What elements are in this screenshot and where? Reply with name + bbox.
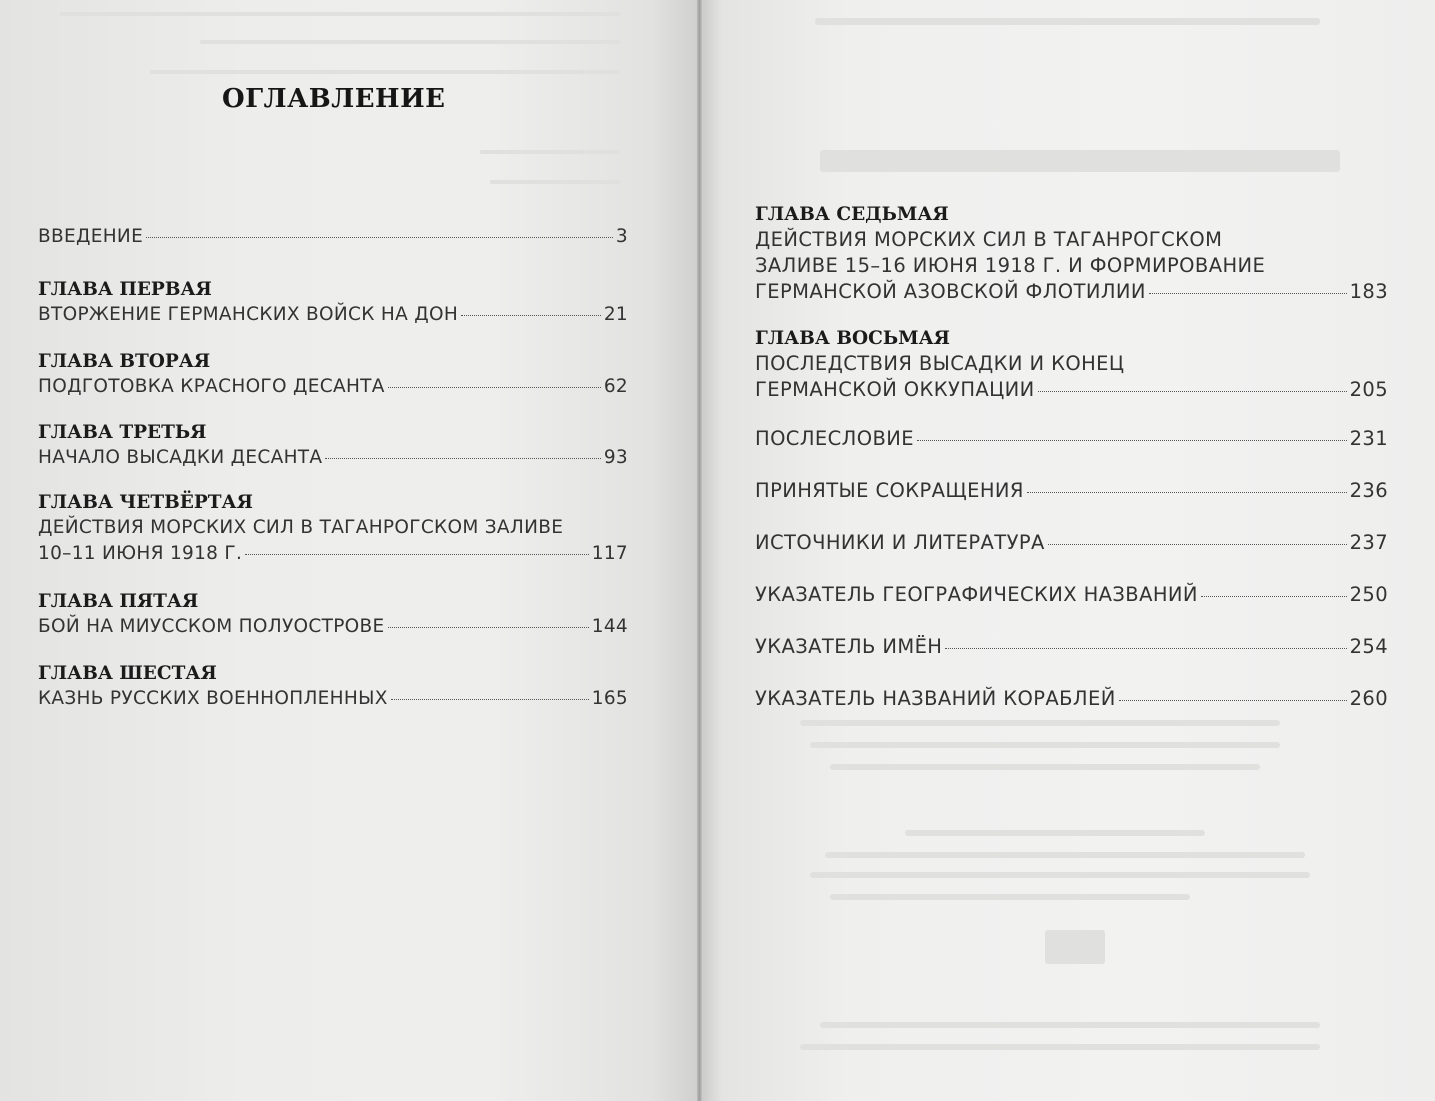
show-through-line: [480, 150, 620, 154]
page-number: 250: [1349, 583, 1388, 606]
entry-title-line: ДЕЙСТВИЯ МОРСКИХ СИЛ В ТАГАНРОГСКОМ: [755, 228, 1223, 251]
entry-line: [38, 614, 628, 640]
page-number: 62: [603, 376, 628, 397]
toc-entry: [755, 686, 1388, 712]
show-through-heading: [820, 150, 1340, 172]
show-through-line: [800, 1044, 1320, 1050]
chapter-heading: ГЛАВА ШЕСТАЯ: [38, 663, 217, 684]
dot-leader: [945, 648, 1346, 649]
entry-title: 10–11 ИЮНЯ 1918 Г.: [38, 543, 243, 564]
entry-title: ПРИНЯТЫЕ СОКРАЩЕНИЯ: [755, 479, 1024, 502]
show-through-line: [830, 764, 1260, 770]
page-number: 165: [591, 688, 628, 709]
show-through-line: [905, 830, 1205, 836]
entry-title: УКАЗАТЕЛЬ ИМЁН: [755, 635, 943, 658]
toc-entry: [38, 420, 628, 471]
dot-leader: [146, 237, 613, 238]
show-through-mark: [1045, 930, 1105, 964]
entry-title-line: ПОСЛЕДСТВИЯ ВЫСАДКИ И КОНЕЦ: [755, 352, 1125, 375]
entry-line: [38, 224, 628, 250]
entry-line: [755, 686, 1388, 712]
toc-entry: [38, 661, 628, 712]
chapter-heading: ГЛАВА ПЕРВАЯ: [38, 279, 212, 300]
dot-leader: [325, 458, 601, 459]
dot-leader: [1201, 596, 1347, 597]
dot-leader: [1027, 492, 1347, 493]
entry-line: [755, 478, 1388, 504]
show-through-line: [150, 70, 620, 74]
entry-line: [755, 530, 1388, 556]
toc-entry: [755, 478, 1388, 504]
show-through-line: [825, 852, 1305, 858]
page-number: 260: [1349, 687, 1388, 710]
page-number: 236: [1349, 479, 1388, 502]
dot-leader: [1119, 700, 1347, 701]
dot-leader: [1038, 391, 1347, 392]
entry-line: [755, 426, 1388, 452]
entry-title: ВВЕДЕНИЕ: [38, 226, 144, 247]
toc-entry: [755, 326, 1388, 403]
toc-entry: [755, 582, 1388, 608]
entry-title: НАЧАЛО ВЫСАДКИ ДЕСАНТА: [38, 447, 323, 468]
entry-title: УКАЗАТЕЛЬ ГЕОГРАФИЧЕСКИХ НАЗВАНИЙ: [755, 583, 1198, 606]
entry-title: БОЙ НА МИУССКОМ ПОЛУОСТРОВЕ: [38, 616, 385, 637]
page-number: 205: [1349, 378, 1388, 401]
toc-entry: [755, 530, 1388, 556]
entry-title-line: ЗАЛИВЕ 15–16 ИЮНЯ 1918 Г. И ФОРМИРОВАНИЕ: [755, 254, 1266, 277]
page-number: 21: [603, 304, 628, 325]
entry-title: УКАЗАТЕЛЬ НАЗВАНИЙ КОРАБЛЕЙ: [755, 687, 1116, 710]
toc-entry: [38, 490, 628, 567]
show-through-line: [200, 40, 620, 44]
entry-title-line: ДЕЙСТВИЯ МОРСКИХ СИЛ В ТАГАНРОГСКОМ ЗАЛИВЕ: [38, 517, 564, 538]
entry-line: [38, 445, 628, 471]
entry-title: ГЕРМАНСКОЙ АЗОВСКОЙ ФЛОТИЛИИ: [755, 280, 1146, 303]
page-number: 144: [591, 616, 628, 637]
entry-title: ГЕРМАНСКОЙ ОККУПАЦИИ: [755, 378, 1035, 401]
chapter-heading: ГЛАВА ВТОРАЯ: [38, 351, 211, 372]
dot-leader: [1048, 544, 1347, 545]
entry-title: ПОДГОТОВКА КРАСНОГО ДЕСАНТА: [38, 376, 385, 397]
entry-line: [38, 302, 628, 328]
chapter-heading: ГЛАВА ВОСЬМАЯ: [755, 328, 950, 349]
chapter-heading: ГЛАВА ЧЕТВЁРТАЯ: [38, 492, 253, 513]
toc-entry: [755, 426, 1388, 452]
show-through-line: [490, 180, 620, 184]
chapter-heading: ГЛАВА ПЯТАЯ: [38, 591, 199, 612]
chapter-heading: ГЛАВА СЕДЬМАЯ: [755, 204, 949, 225]
show-through-line: [810, 872, 1310, 878]
entry-line: [755, 377, 1388, 403]
chapter-heading: ГЛАВА ТРЕТЬЯ: [38, 422, 207, 443]
toc-entry: [755, 634, 1388, 660]
toc-entry: [38, 277, 628, 328]
entry-title: ИСТОЧНИКИ И ЛИТЕРАТУРА: [755, 531, 1045, 554]
show-through-line: [830, 894, 1190, 900]
dot-leader: [388, 627, 589, 628]
show-through-line: [815, 18, 1320, 25]
toc-entry: [38, 224, 628, 250]
toc-entry: [755, 202, 1388, 305]
entry-title: КАЗНЬ РУССКИХ ВОЕННОПЛЕННЫХ: [38, 688, 388, 709]
show-through-line: [820, 1022, 1320, 1028]
show-through-line: [810, 742, 1280, 748]
show-through-line: [800, 720, 1280, 726]
page-number: 254: [1349, 635, 1388, 658]
dot-leader: [388, 387, 601, 388]
dot-leader: [461, 315, 601, 316]
dot-leader: [245, 554, 589, 555]
page-number: 3: [615, 226, 628, 247]
page-number: 117: [591, 543, 628, 564]
page-number: 93: [603, 447, 628, 468]
toc-entry: [38, 589, 628, 640]
entry-line: [38, 686, 628, 712]
page-number: 237: [1349, 531, 1388, 554]
entry-line: [38, 541, 628, 567]
book-gutter: [697, 0, 702, 1101]
dot-leader: [1149, 293, 1347, 294]
entry-line: [755, 634, 1388, 660]
dot-leader: [917, 440, 1347, 441]
toc-entry: [38, 349, 628, 400]
entry-line: [38, 374, 628, 400]
show-through-line: [60, 12, 620, 16]
entry-title: ПОСЛЕСЛОВИЕ: [755, 427, 914, 450]
entry-title: ВТОРЖЕНИЕ ГЕРМАНСКИХ ВОЙСК НА ДОН: [38, 304, 459, 325]
page-number: 231: [1349, 427, 1388, 450]
entry-line: [755, 279, 1388, 305]
entry-line: [755, 582, 1388, 608]
page-number: 183: [1349, 280, 1388, 303]
page-title: ОГЛАВЛЕНИЕ: [222, 84, 446, 114]
dot-leader: [391, 699, 589, 700]
